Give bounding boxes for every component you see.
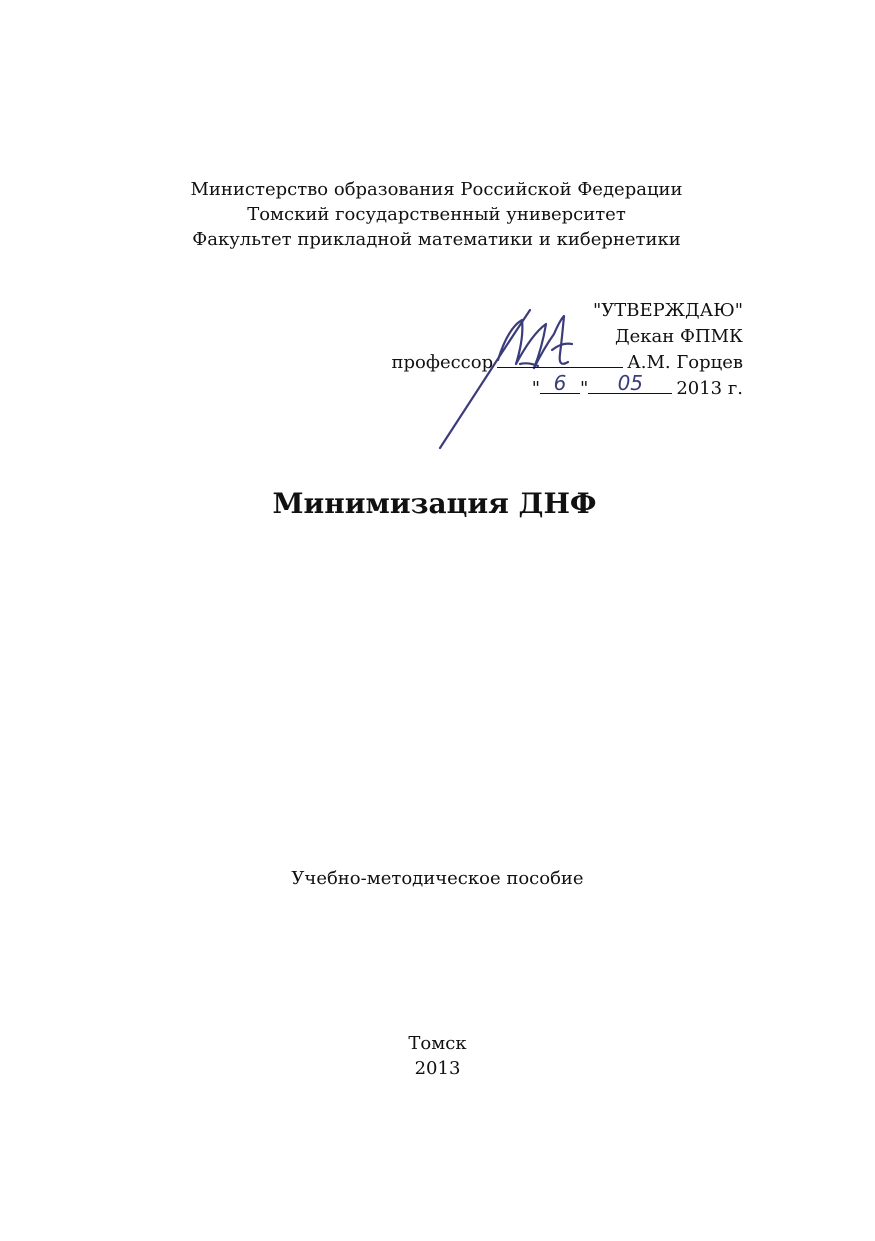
date-month: 05 <box>617 371 644 395</box>
date-quote-open: " <box>531 378 541 399</box>
date-quote-close: " <box>580 378 589 399</box>
signature-line <box>497 350 623 368</box>
date-year: 2013 г. <box>676 378 743 399</box>
date-day-field <box>540 371 580 395</box>
imprint-year: 2013 <box>414 1058 461 1079</box>
approve-stamp: "УТВЕРЖДАЮ" <box>592 300 743 321</box>
date-day: 6 <box>553 371 567 395</box>
ministry-line: Министерство образования Российской Федерации <box>190 179 683 200</box>
document-title: Минимизация ДНФ <box>272 487 597 520</box>
approver-title: профессор <box>391 352 494 373</box>
approver-position: Декан ФПМК <box>615 326 743 347</box>
imprint-city: Томск <box>408 1033 467 1054</box>
imprint <box>0 1031 875 1081</box>
university-line: Томский государственный университет <box>247 204 626 225</box>
faculty-line: Факультет прикладной математики и кибернетики <box>192 229 681 250</box>
document-type: Учебно-методическое пособие <box>291 868 584 889</box>
approval-date-row <box>392 371 744 402</box>
institution-header <box>0 177 875 252</box>
approver-name: А.М. Горцев <box>627 352 743 373</box>
date-month-field <box>588 371 672 395</box>
approval-block <box>392 298 744 402</box>
